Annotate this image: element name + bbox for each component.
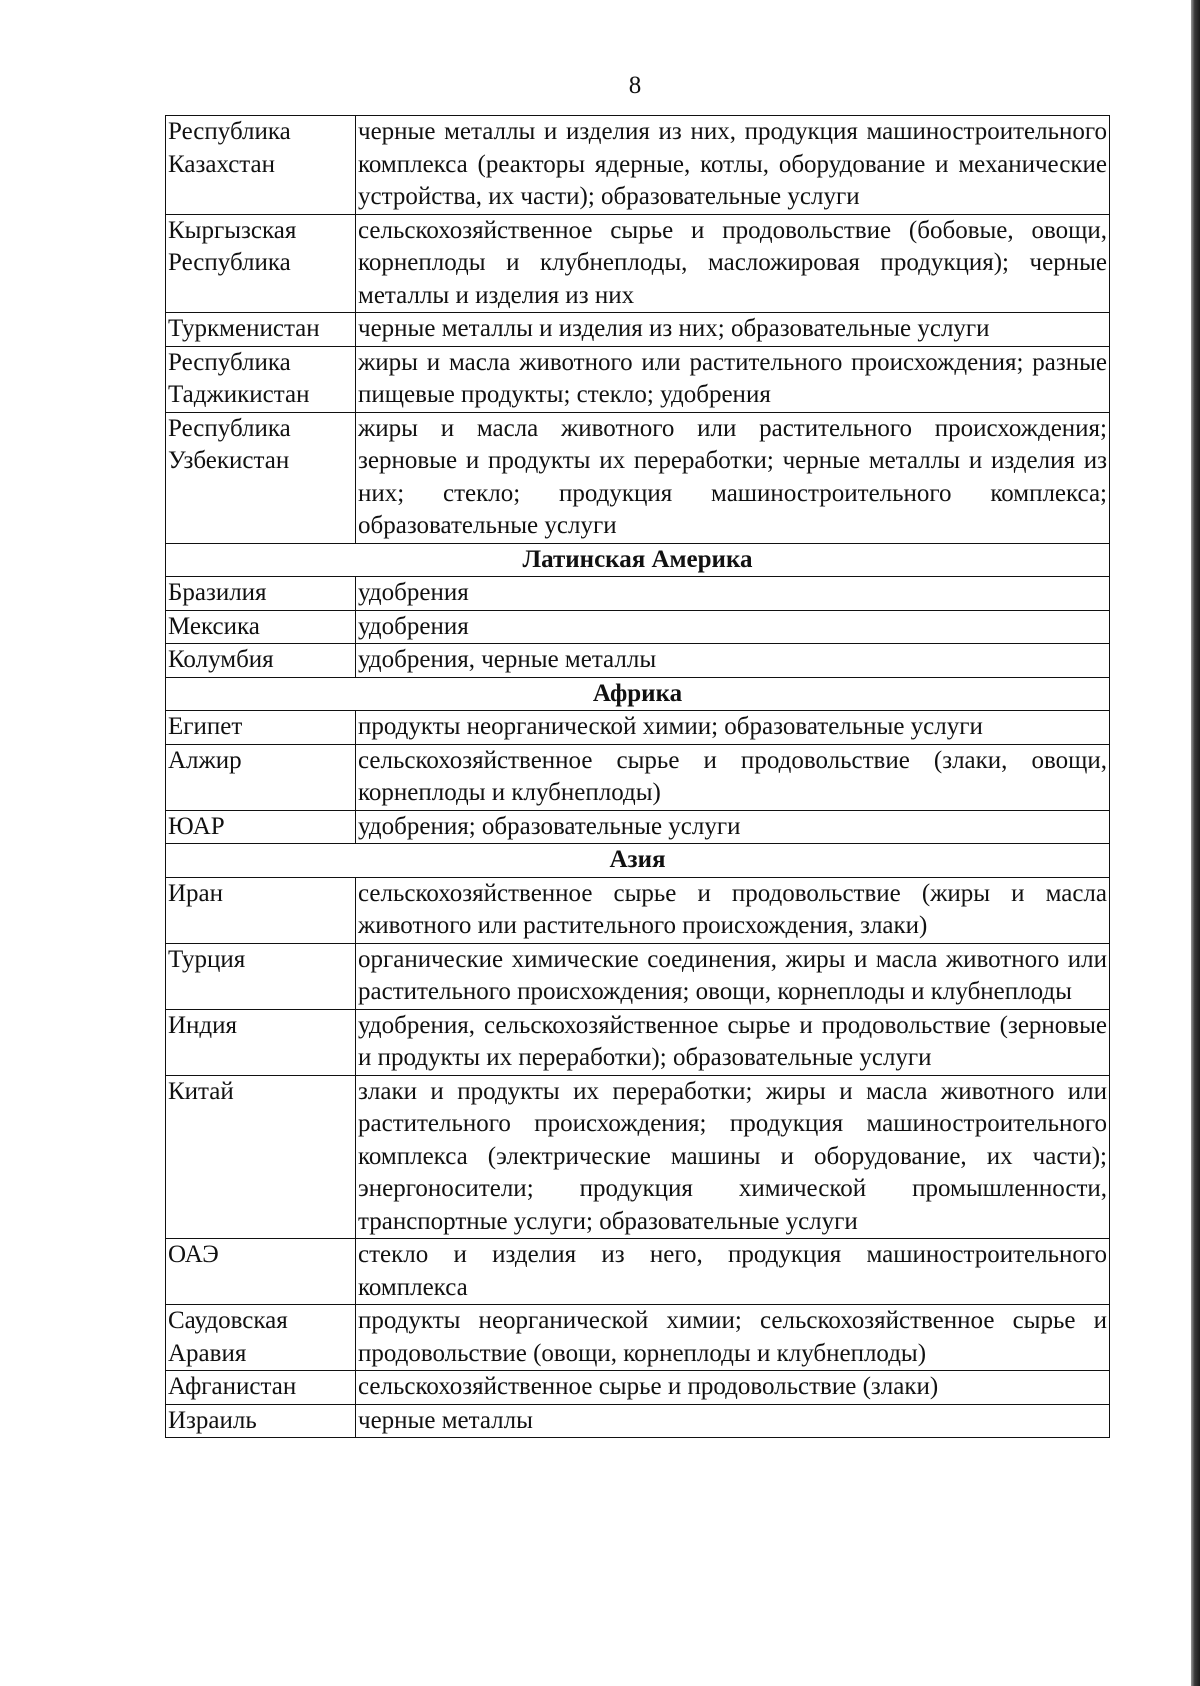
country-name-line: Бразилия: [168, 579, 267, 606]
country-name-line: ОАЭ: [168, 1241, 219, 1268]
goods-cell: черные металлы и изделия из них; образовательные услуги: [356, 313, 1110, 347]
goods-cell: удобрения: [356, 577, 1110, 611]
country-cell: [166, 1009, 356, 1075]
table-row: [166, 1404, 1110, 1438]
goods-cell: сельскохозяйственное сырье и продовольствие (бобовые, овощи, корнеплоды и клубнеплоды, масложировая продукция); черные металлы и изделия из них: [356, 214, 1110, 313]
section-heading: Азия: [166, 844, 1110, 878]
goods-cell: сельскохозяйственное сырье и продовольствие (злаки, овощи, корнеплоды и клубнеплоды): [356, 744, 1110, 810]
table-row: [166, 744, 1110, 810]
country-name-line: Казахстан: [168, 150, 275, 178]
country-name-line: Саудовская: [168, 1307, 288, 1334]
goods-cell: сельскохозяйственное сырье и продовольствие (жиры и масла животного или растительного происхождения, злаки): [356, 877, 1110, 943]
table-row: [166, 711, 1110, 745]
table-row: [166, 644, 1110, 678]
table-row: [166, 116, 1110, 215]
country-name-line: Республика: [168, 249, 291, 276]
section-heading: Латинская Америка: [166, 543, 1110, 577]
table-row: [166, 810, 1110, 844]
country-name-line: Узбекистан: [168, 447, 290, 474]
country-name-line: Таджикистан: [168, 381, 310, 408]
country-goods-table: [165, 115, 1110, 1438]
country-name-line: Мексика: [168, 612, 260, 640]
country-name-line: ЮАР: [168, 812, 225, 840]
country-name-line: Китай: [168, 1077, 234, 1105]
section-heading-row: [166, 543, 1110, 577]
country-name-line: Республика: [168, 348, 291, 376]
country-name-line: Кыргызская: [168, 216, 297, 244]
page-number: 8: [628, 72, 642, 99]
country-name-line: Республика: [168, 118, 291, 145]
table-row: [166, 877, 1110, 943]
country-name-line: Алжир: [168, 746, 242, 774]
table-row: [166, 346, 1110, 412]
country-cell: [166, 214, 356, 313]
goods-cell: удобрения, сельскохозяйственное сырье и продовольствие (зерновые и продукты их переработки); образовательные услуги: [356, 1009, 1110, 1075]
goods-cell: черные металлы: [356, 1404, 1110, 1438]
goods-cell: жиры и масла животного или растительного происхождения; разные пищевые продукты; стекло; удобрения: [356, 346, 1110, 412]
table-row: [166, 577, 1110, 611]
goods-cell: сельскохозяйственное сырье и продовольствие (злаки): [356, 1371, 1110, 1405]
goods-cell: органические химические соединения, жиры и масла животного или растительного происхождения; овощи, корнеплоды и клубнеплоды: [356, 943, 1110, 1009]
section-heading: Африка: [166, 677, 1110, 711]
table-row: [166, 1239, 1110, 1305]
country-cell: [166, 116, 356, 215]
table-row: [166, 313, 1110, 347]
country-name-line: Израиль: [168, 1406, 257, 1434]
goods-cell: черные металлы и изделия из них, продукция машиностроительного комплекса (реакторы ядерные, котлы, оборудование и механические устройства, их части); образовательные услуги: [356, 116, 1110, 215]
table-row: [166, 1075, 1110, 1239]
country-name-line: Республика: [168, 414, 291, 442]
country-name-line: Индия: [168, 1011, 238, 1039]
country-cell: [166, 711, 356, 745]
table-row: [166, 412, 1110, 543]
country-name-line: Колумбия: [168, 646, 274, 673]
country-cell: [166, 1371, 356, 1405]
country-cell: [166, 577, 356, 611]
goods-cell: удобрения; образовательные услуги: [356, 810, 1110, 844]
country-name-line: Египет: [168, 713, 243, 740]
section-heading-row: [166, 844, 1110, 878]
goods-cell: удобрения, черные металлы: [356, 644, 1110, 678]
country-cell: [166, 877, 356, 943]
country-cell: [166, 1239, 356, 1305]
country-cell: [166, 1404, 356, 1438]
country-cell: [166, 1305, 356, 1371]
table-row: [166, 1305, 1110, 1371]
table-row: [166, 943, 1110, 1009]
country-name-line: Аравия: [168, 1339, 247, 1367]
goods-cell: продукты неорганической химии; сельскохозяйственное сырье и продовольствие (овощи, корнеплоды и клубнеплоды): [356, 1305, 1110, 1371]
table-row: [166, 214, 1110, 313]
section-heading-row: [166, 677, 1110, 711]
scan-page-edge: [1191, 0, 1200, 1686]
country-cell: [166, 810, 356, 844]
country-cell: [166, 610, 356, 644]
country-name-line: Иран: [168, 879, 224, 907]
country-cell: [166, 943, 356, 1009]
table-row: [166, 1371, 1110, 1405]
country-cell: [166, 313, 356, 347]
country-name-line: Туркменистан: [168, 315, 320, 342]
table-row: [166, 610, 1110, 644]
country-cell: [166, 346, 356, 412]
country-cell: [166, 1075, 356, 1239]
country-cell: [166, 412, 356, 543]
goods-cell: продукты неорганической химии; образовательные услуги: [356, 711, 1110, 745]
table-body: [166, 116, 1110, 1438]
goods-cell: злаки и продукты их переработки; жиры и масла животного или растительного происхождения; продукция машиностроительного комплекса (электрические машины и оборудование, их части); энергоносители; продукция химической промышленности, транспортные услуги; образовательные услуги: [356, 1075, 1110, 1239]
country-cell: [166, 744, 356, 810]
goods-cell: жиры и масла животного или растительного происхождения; зерновые и продукты их переработки; черные металлы и изделия из них; стекло; продукция машиностроительного комплекса; образовательные услуги: [356, 412, 1110, 543]
goods-cell: удобрения: [356, 610, 1110, 644]
country-name-line: Афганистан: [168, 1373, 297, 1400]
table-row: [166, 1009, 1110, 1075]
country-cell: [166, 644, 356, 678]
goods-cell: стекло и изделия из него, продукция машиностроительного комплекса: [356, 1239, 1110, 1305]
country-name-line: Турция: [168, 945, 246, 973]
